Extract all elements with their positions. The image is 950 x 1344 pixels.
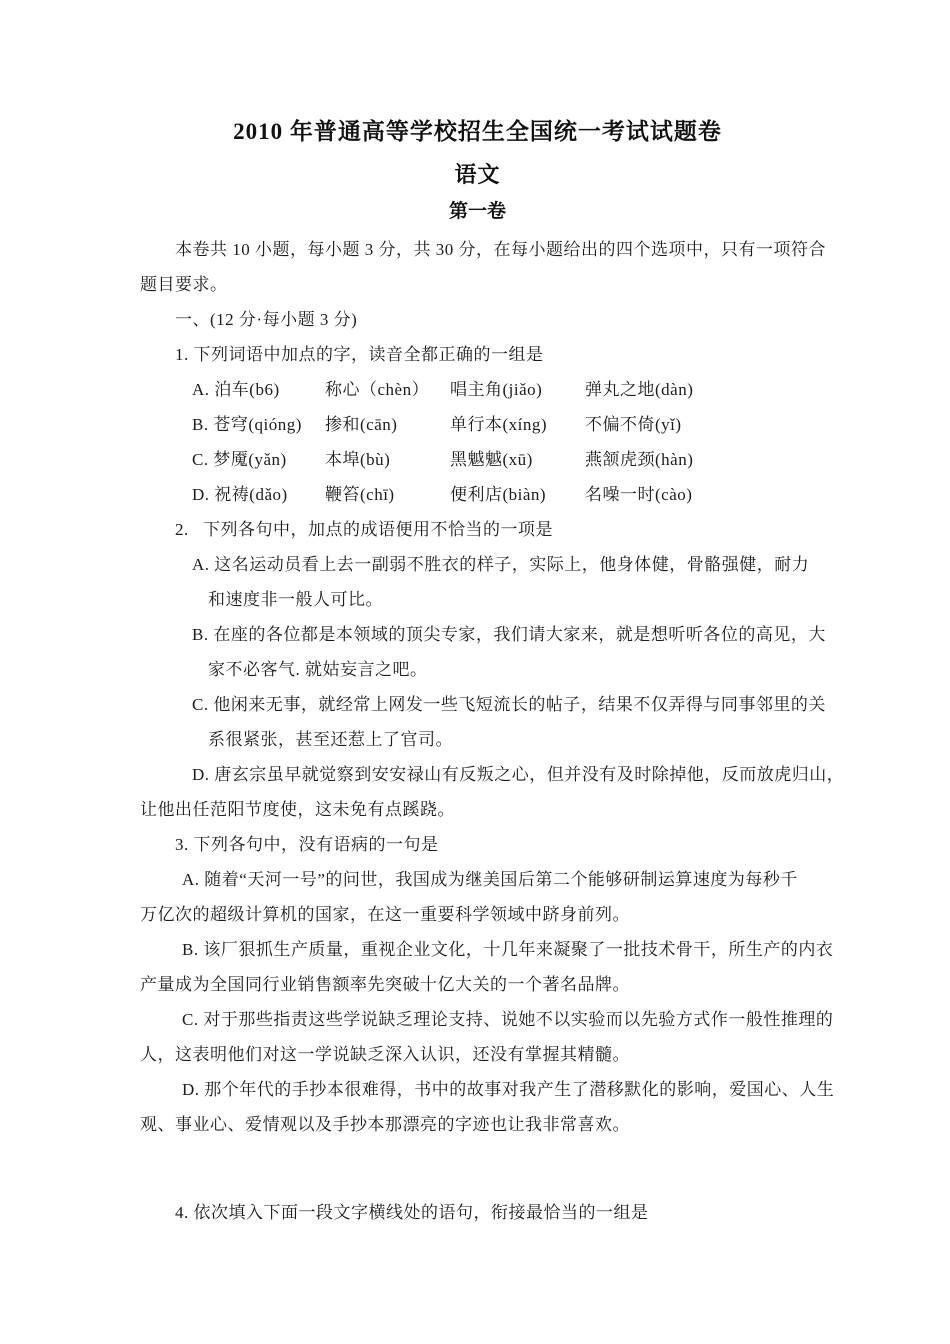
subject-title: 语文 xyxy=(454,162,501,187)
q2-option-c-line-2: 系很紧张，甚至还惹上了官司。 xyxy=(208,730,453,749)
q1-option-c-word-4: 燕颔虎颈(hàn) xyxy=(585,450,694,469)
question-4-stem: 4. 依次填入下面一段文字横线处的语句，衔接最恰当的一组是 xyxy=(175,1203,649,1222)
q3-option-c-line-1: C. 对于那些指责这些学说缺乏理论支持、说她不以实验而以先验方式作一般性推理的 xyxy=(182,1010,834,1029)
q1-option-c-word-2: 本埠(bù) xyxy=(325,450,391,469)
q2-option-d-line-1: D. 唐玄宗虽早就觉察到安安禄山有反叛之心，但并没有及时除掉他，反而放虎归山， xyxy=(192,765,845,784)
q1-option-a-word-1: A. 泊车(b6) xyxy=(192,380,280,399)
page-title: 2010 年普通高等学校招生全国统一考试试题卷 xyxy=(233,119,722,144)
question-1-stem: 1. 下列词语中加点的字，读音全都正确的一组是 xyxy=(175,345,544,364)
section-title: 第一卷 xyxy=(448,201,506,222)
q3-option-a-line-1: A. 随着“天河一号”的问世，我国成为继美国后第二个能够研制运算速度为每秒千 xyxy=(182,870,798,889)
q2-option-a-line-1: A. 这名运动员看上去一副弱不胜衣的样子，实际上，他身体健，骨骼强健，耐力 xyxy=(192,555,810,574)
q1-option-c xyxy=(192,442,815,477)
part1-heading: 一、(12 分·每小题 3 分) xyxy=(175,310,358,329)
q1-option-d-word-4: 名噪一时(cào) xyxy=(585,485,693,504)
q1-option-b-word-3: 单行本(xíng) xyxy=(450,415,548,434)
q3-option-b-line-1: B. 该厂狠抓生产质量，重视企业文化，十几年来凝聚了一批技术骨干，所生产的内衣 xyxy=(182,940,834,959)
q1-option-d-word-1: D. 祝祷(dǎo) xyxy=(192,485,288,504)
q1-option-d-word-3: 便利店(biàn) xyxy=(450,485,547,504)
q2-option-b-line-2: 家不必客气. 就姑妄言之吧。 xyxy=(208,660,428,679)
q1-option-d-word-2: 鞭笞(chī) xyxy=(325,485,395,504)
intro-line-2: 题目要求。 xyxy=(140,275,228,294)
q1-option-a-word-3: 唱主角(jiǎo) xyxy=(450,380,543,399)
q2-option-a-line-2: 和速度非一般人可比。 xyxy=(208,590,383,609)
intro-line-1: 本卷共 10 小题，每小题 3 分，共 30 分，在每小题给出的四个选项中，只有一项符合 xyxy=(175,240,826,259)
q3-option-d-line-2: 观、事业心、爱情观以及手抄本那漂亮的字迹也让我非常喜欢。 xyxy=(140,1115,630,1134)
q3-option-a-line-2: 万亿次的超级计算机的国家，在这一重要科学领域中跻身前列。 xyxy=(140,905,630,924)
q1-option-b-word-2: 掺和(cān) xyxy=(325,415,398,434)
question-2-stem: 2. 下列各句中，加点的成语便用不恰当的一项是 xyxy=(175,520,553,539)
q1-option-c-word-1: C. 梦魇(yǎn) xyxy=(192,450,287,469)
q1-option-b-word-4: 不偏不倚(yǐ) xyxy=(585,415,682,434)
q1-option-a xyxy=(192,372,815,407)
q3-option-c-line-2: 人，这表明他们对这一学说缺乏深入认识，还没有掌握其精髓。 xyxy=(140,1045,630,1064)
q2-option-b-line-1: B. 在座的各位都是本领域的顶尖专家，我们请大家来，就是想听听各位的高见，大 xyxy=(192,625,826,644)
q2-option-c-line-1: C. 他闲来无事，就经常上网发一些飞短流长的帖子，结果不仅弄得与同事邻里的关 xyxy=(192,695,826,714)
q1-option-a-word-2: 称心（chèn） xyxy=(325,380,430,399)
q2-option-d-line-2: 让他出任范阳节度使，这未免有点蹊跷。 xyxy=(140,800,455,819)
q3-option-b-line-2: 产量成为全国同行业销售额率先突破十亿大关的一个著名品牌。 xyxy=(140,975,630,994)
q1-option-d xyxy=(192,477,815,512)
q1-option-b xyxy=(192,407,815,442)
q1-option-c-word-3: 黑魆魆(xū) xyxy=(450,450,533,469)
q1-option-a-word-4: 弹丸之地(dàn) xyxy=(585,380,694,399)
question-3-stem: 3. 下列各句中，没有语病的一句是 xyxy=(175,835,439,854)
q3-option-d-line-1: D. 那个年代的手抄本很难得，书中的故事对我产生了潜移默化的影响，爱国心、人生 xyxy=(182,1080,835,1099)
q1-option-b-word-1: B. 苍穹(qióng) xyxy=(192,415,302,434)
